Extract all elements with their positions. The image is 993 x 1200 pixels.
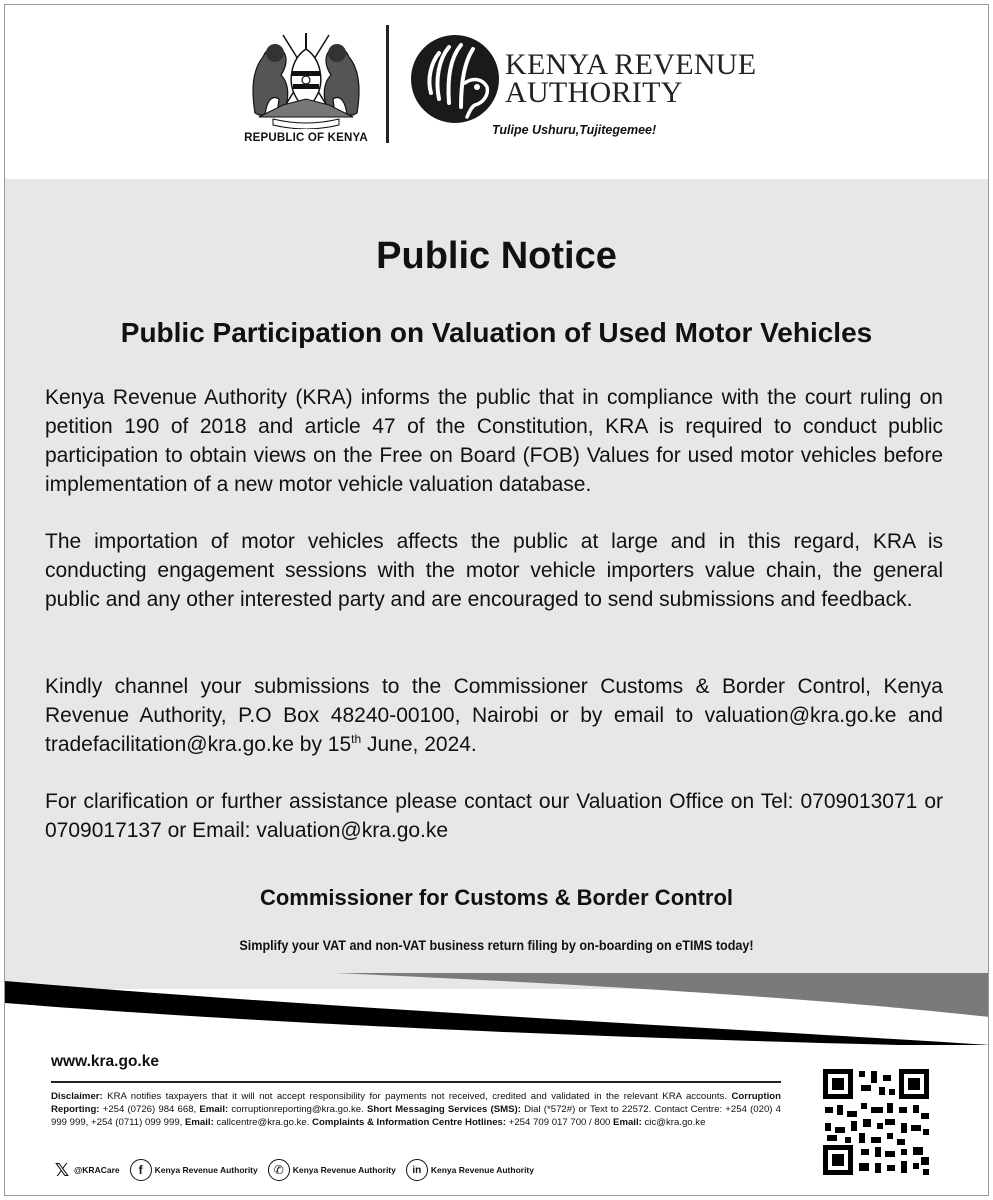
footer [5, 1045, 988, 1196]
social-links [51, 1157, 544, 1183]
header-divider [386, 25, 389, 143]
cic-email: cic@kra.go.ke [641, 1117, 706, 1128]
corruption-email: corruptionreporting@kra.go.ke. [228, 1104, 367, 1115]
paragraph-3 [45, 672, 943, 759]
paragraph-3-date: June, 2024. [361, 733, 477, 756]
kra-wordmark-line1: KENYA REVENUE [505, 48, 757, 81]
coat-of-arms-caption: REPUBLIC OF KENYA [244, 132, 368, 144]
disclaimer [51, 1090, 781, 1129]
complaints-label: Complaints & Information Centre Hotlines: [312, 1117, 507, 1128]
social-whatsapp[interactable] [268, 1159, 396, 1181]
sms-contact-text: Dial (*572#) or Text to 22572. Contact Centre: +254 (020) 4 999 999, +254 (0711) 099 999, [51, 1104, 781, 1128]
callcentre-email: callcentre@kra.go.ke. [213, 1117, 313, 1128]
kra-wordmark [505, 48, 757, 109]
etims-banner: Simplify your VAT and non-VAT business return filing by on-boarding on eTIMS today! [239, 937, 754, 953]
footer-rule [51, 1081, 781, 1083]
social-facebook-label: Kenya Revenue Authority [154, 1165, 258, 1175]
social-facebook[interactable] [130, 1159, 258, 1181]
qr-code-icon[interactable] [821, 1067, 931, 1177]
signoff: Commissioner for Customs & Border Control [259, 885, 734, 910]
paragraph-3-text: Kindly channel your submissions to the Commissioner Customs & Border Control, Kenya Revenue Authority, P.O Box 48240-00100, Nairobi or by email to valuation@kra.go.ke and tradefacilitation@kra.go.ke by 15 [45, 675, 943, 756]
paragraph-1: Kenya Revenue Authority (KRA) informs the public that in compliance with the court ruling on petition 190 of 2018 and article 47 of the Constitution, KRA is required to conduct public participation to obtain views on the Free on Board (FOB) Values for used motor vehicles before implementation of a new motor vehicle valuation database. [45, 386, 943, 496]
social-whatsapp-label: Kenya Revenue Authority [292, 1165, 396, 1175]
whatsapp-icon: ✆ [268, 1159, 290, 1181]
email-label: Email: [184, 1117, 214, 1128]
notice-subtitle: Public Participation on Valuation of Used Motor Vehicles [120, 317, 873, 348]
page-title: Public Notice [376, 235, 617, 277]
notice-body [5, 179, 988, 989]
social-x-label: @KRACare [74, 1165, 120, 1175]
social-linkedin-label: Kenya Revenue Authority [430, 1165, 534, 1175]
paragraph-2: The importation of motor vehicles affects the public at large and in this regard, KRA is conducting engagement sessions with the motor vehicle importers value chain, the general public and any other interested party and are encouraged to send submissions and feedback. [45, 530, 943, 611]
complaints-phone: +254 709 017 700 / 800 [506, 1117, 614, 1128]
sms-label: Short Messaging Services (SMS): [366, 1104, 521, 1115]
corruption-label: Corruption Reporting: [51, 1091, 781, 1115]
kra-slogan: Tulipe Ushuru,Tujitegemee! [492, 123, 657, 137]
email-label: Email: [613, 1117, 642, 1128]
disclaimer-label: Disclaimer: [51, 1091, 103, 1102]
email-label: Email: [199, 1104, 229, 1115]
paragraph-3-ordinal: th [351, 732, 362, 746]
social-x[interactable] [51, 1159, 120, 1181]
kra-lion-logo-icon [409, 33, 501, 125]
decorative-swoosh [5, 973, 989, 1049]
disclaimer-text: KRA notifies taxpayers that it will not accept responsibility for payments not received, credited and validated in the relevant KRA accounts. [102, 1091, 732, 1102]
kra-wordmark-line2: AUTHORITY [505, 76, 683, 109]
paragraph-4: For clarification or further assistance please contact our Valuation Office on Tel: 0709013071 or 0709017137 or Email: valuation@kra.go.ke [45, 790, 943, 842]
header [5, 5, 988, 179]
website-link[interactable]: www.kra.go.ke [51, 1053, 159, 1070]
notice-page [4, 4, 989, 1196]
x-icon: 𝕏 [54, 1159, 70, 1180]
coat-of-arms-icon [243, 29, 369, 129]
corruption-phone: +254 (0726) 984 668, [99, 1104, 200, 1115]
social-linkedin[interactable] [406, 1159, 534, 1181]
facebook-icon: f [130, 1159, 152, 1181]
linkedin-icon: in [406, 1159, 428, 1181]
